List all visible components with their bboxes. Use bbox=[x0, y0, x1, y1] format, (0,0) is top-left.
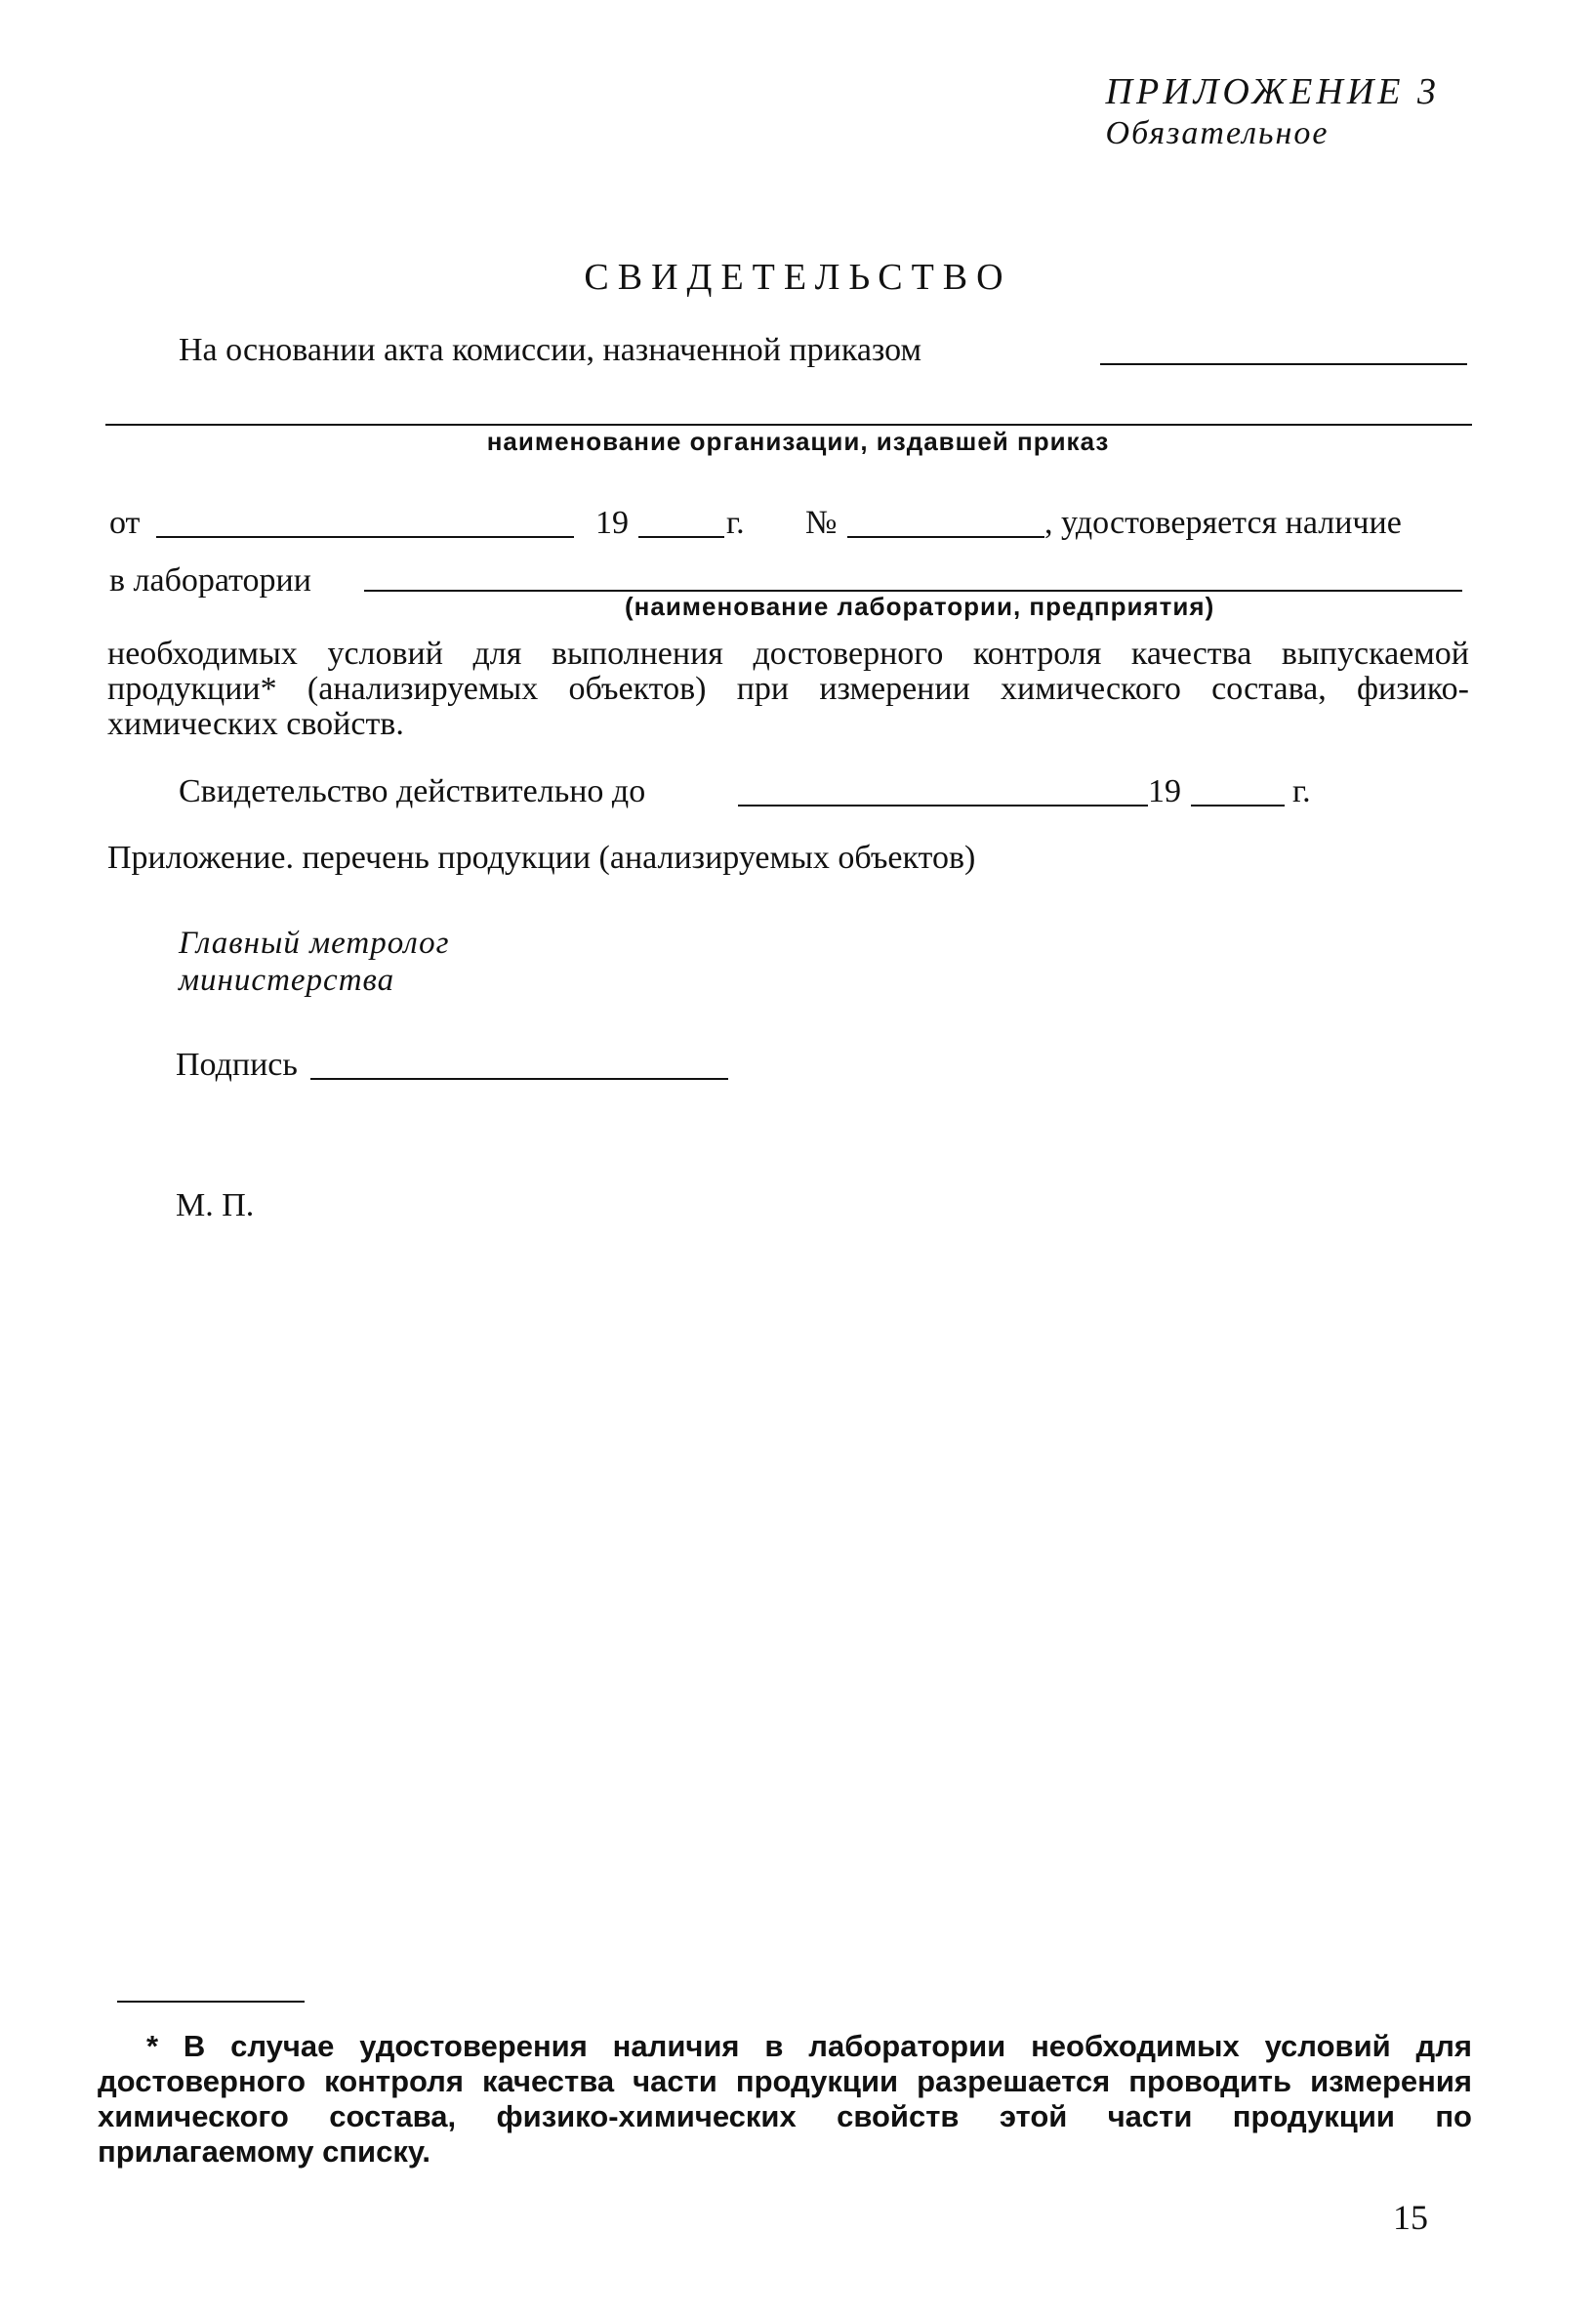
stamp-place: М. П. bbox=[176, 1187, 255, 1223]
validity-label: Свидетельство действительно до bbox=[179, 773, 646, 809]
lab-label: в лаборатории bbox=[109, 562, 311, 599]
signer-title: Главный метролог bbox=[179, 926, 450, 961]
year-prefix: 19 bbox=[595, 505, 629, 541]
conditions-paragraph: необходимых условий для выполнения достоверного контроля качества выпускаемой продукции* (анализируемых объектов) при измерении химического состава, физико-химических свойств. bbox=[107, 636, 1469, 742]
date-blank-line[interactable] bbox=[156, 536, 574, 538]
year-suffix: г. bbox=[726, 505, 745, 541]
footnote-separator bbox=[117, 2001, 305, 2003]
from-label: от bbox=[109, 505, 141, 541]
signature-label: Подпись bbox=[176, 1047, 298, 1083]
signer-ministry: министерства bbox=[179, 963, 395, 998]
page-number: 15 bbox=[1393, 2198, 1428, 2237]
footnote-text: * В случае удостоверения наличия в лаборатории необходимых условий для достоверного контроля качества части продукции разрешается проводить измерения химического состава, физико-химических свойств этой части продукции по прилагаемому списку. bbox=[98, 2029, 1472, 2169]
appendix-note: Приложение. перечень продукции (анализируемых объектов) bbox=[107, 840, 976, 876]
certifies-text: , удостоверяется наличие bbox=[1044, 505, 1402, 541]
validity-date-blank-line[interactable] bbox=[738, 805, 1148, 806]
appendix-status: Обязательное bbox=[1105, 115, 1330, 151]
validity-year-suffix: г. bbox=[1292, 773, 1311, 809]
appendix-label: ПРИЛОЖЕНИЕ 3 bbox=[1105, 71, 1440, 112]
number-blank-line[interactable] bbox=[847, 536, 1044, 538]
validity-year-prefix: 19 bbox=[1148, 773, 1181, 809]
organization-caption: наименование организации, издавшей приказ bbox=[486, 427, 1110, 456]
order-blank-line[interactable] bbox=[1100, 363, 1467, 365]
organization-blank-line[interactable] bbox=[105, 424, 1472, 426]
validity-year-blank-line[interactable] bbox=[1191, 805, 1285, 806]
document-title: СВИДЕТЕЛЬСТВО bbox=[584, 257, 1012, 298]
appendix-header bbox=[1106, 70, 1440, 152]
signature-blank-line[interactable] bbox=[310, 1078, 728, 1080]
year-blank-line[interactable] bbox=[638, 536, 724, 538]
intro-text: На основании акта комиссии, назначенной приказом bbox=[179, 332, 922, 368]
lab-caption: (наименование лаборатории, предприятия) bbox=[625, 592, 1215, 621]
number-label: № bbox=[805, 505, 838, 541]
